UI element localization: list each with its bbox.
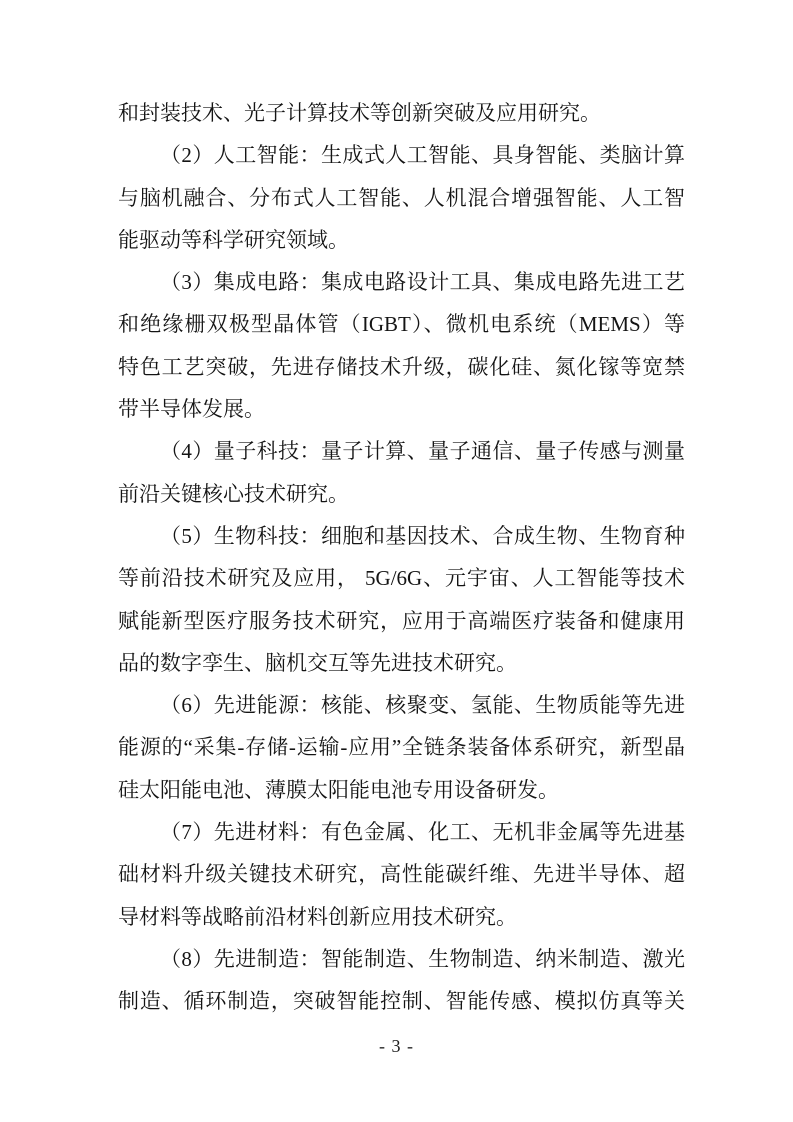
text-line: 导材料等战略前沿材料创新应用技术研究。 <box>118 904 517 929</box>
text-line: （2）人工智能：生成式人工智能、具身智能、类脑计算 <box>160 143 685 168</box>
paragraph <box>118 134 685 261</box>
paragraph <box>118 430 685 515</box>
text-line: 和封装技术、光子计算技术等创新突破及应用研究。 <box>118 101 601 125</box>
paragraph <box>118 938 685 1023</box>
text-line: 特色工艺突破，先进存储技术升级，碳化硅、氮化镓等宽禁 <box>118 354 685 379</box>
text-line: 赋能新型医疗服务技术研究，应用于高端医疗装备和健康用 <box>118 608 685 633</box>
paragraph <box>118 92 685 134</box>
text-line: 能源的“采集-存储-运输-应用”全链条装备体系研究，新型晶 <box>118 735 685 760</box>
text-line: 等前沿技术研究及应用， 5G/6G、元宇宙、人工智能等技术 <box>118 566 685 591</box>
text-line: 与脑机融合、分布式人工智能、人机混合增强智能、人工智 <box>118 185 685 210</box>
paragraph <box>118 261 685 430</box>
text-line: 能驱动等科学研究领域。 <box>118 227 349 252</box>
paragraph <box>118 811 685 938</box>
text-line: 硅太阳能电池、薄膜太阳能电池专用设备研发。 <box>118 777 559 802</box>
text-line: （6）先进能源：核能、核聚变、氢能、生物质能等先进 <box>160 693 685 718</box>
text-line: 前沿关键核心技术研究。 <box>118 481 349 506</box>
text-line: （4）量子科技：量子计算、量子通信、量子传感与测量 <box>160 439 685 464</box>
page-number: - 3 - <box>379 1036 414 1056</box>
text-line: 础材料升级关键技术研究，高性能碳纤维、先进半导体、超 <box>118 862 685 887</box>
text-line: 品的数字孪生、脑机交互等先进技术研究。 <box>118 650 517 675</box>
paragraph <box>118 515 685 684</box>
text-line: （7）先进材料：有色金属、化工、无机非金属等先进基 <box>160 820 685 845</box>
text-line: （3）集成电路：集成电路设计工具、集成电路先进工艺 <box>160 270 685 295</box>
text-line: （5）生物科技：细胞和基因技术、合成生物、生物育种 <box>160 523 685 548</box>
paragraph <box>118 684 685 811</box>
text-line: 和绝缘栅双极型晶体管（IGBT）、微机电系统（MEMS）等 <box>118 312 685 337</box>
text-line: （8）先进制造：智能制造、生物制造、纳米制造、激光 <box>160 946 685 971</box>
text-line: 制造、循环制造，突破智能控制、智能传感、模拟仿真等关 <box>118 989 685 1014</box>
document-body <box>118 92 685 1023</box>
text-line: 带半导体发展。 <box>118 397 265 422</box>
